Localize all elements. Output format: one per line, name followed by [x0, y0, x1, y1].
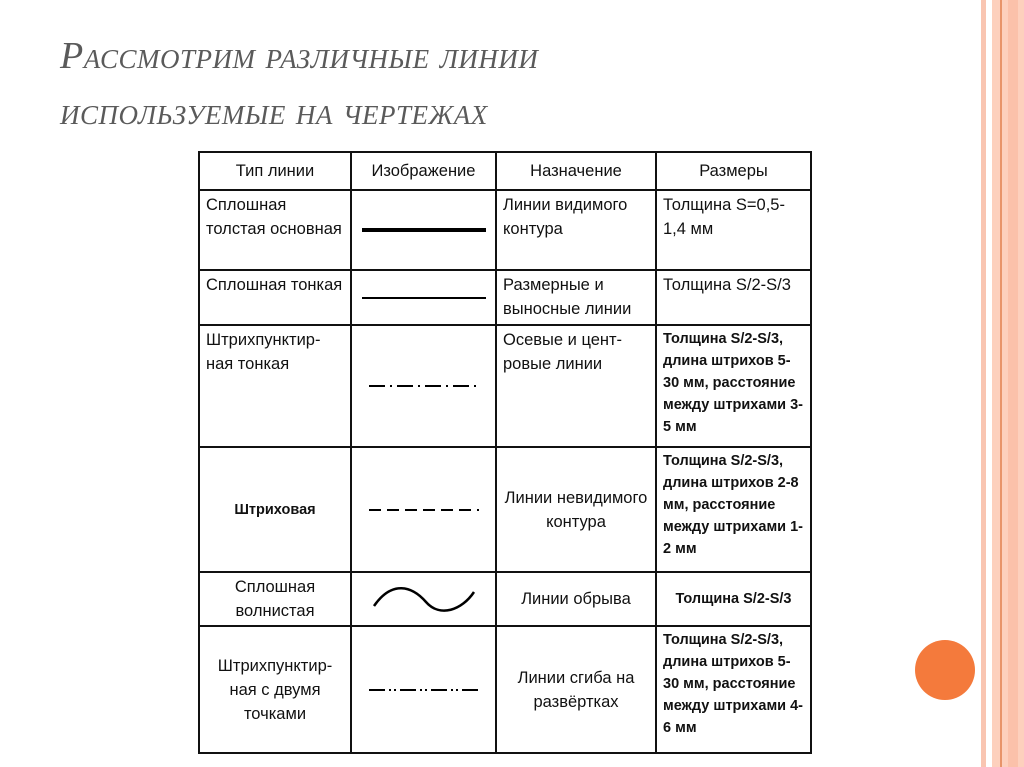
purpose-cell: Линии обрыва	[496, 572, 656, 626]
lines-table	[198, 151, 812, 754]
purpose-cell: Осевые и цент-ровые линии	[496, 325, 656, 447]
table-row	[199, 447, 811, 572]
type-cell: Штриховая	[199, 447, 351, 572]
table-header-row	[199, 152, 811, 190]
size-cell: Толщина S/2-S/3, длина штрихов 5-30 мм, расстояние между штрихами 3-5 мм	[656, 325, 811, 447]
title-line-1: Рассмотрим различные линии	[60, 35, 539, 77]
line-image-cell	[351, 447, 496, 572]
solid-thin-line	[362, 295, 486, 301]
line-image-cell	[351, 572, 496, 626]
solid-thick-line	[362, 225, 486, 235]
table-row	[199, 626, 811, 753]
title-line-2: используемые на чертежах	[60, 91, 488, 133]
header-cell: Изображение	[351, 152, 496, 190]
type-cell: Сплошная волнистая	[199, 572, 351, 626]
dash-dot-line	[369, 383, 479, 389]
line-image-cell	[351, 190, 496, 270]
type-cell: Штрихпунктир-ная с двумя точками	[199, 626, 351, 753]
table-row	[199, 325, 811, 447]
type-cell: Штрихпунктир-ная тонкая	[199, 325, 351, 447]
type-cell: Сплошная тонкая	[199, 270, 351, 325]
purpose-cell: Линии невидимого контура	[496, 447, 656, 572]
table-row	[199, 190, 811, 270]
size-cell: Толщина S/2-S/3, длина штрихов 2-8 мм, расстояние между штрихами 1-2 мм	[656, 447, 811, 572]
line-image-cell	[351, 325, 496, 447]
size-cell: Толщина S/2-S/3	[656, 572, 811, 626]
size-cell: Толщина S=0,5-1,4 мм	[656, 190, 811, 270]
size-cell: Толщина S/2-S/3, длина штрихов 5-30 мм, расстояние между штрихами 4-6 мм	[656, 626, 811, 753]
decor-band-inner	[1008, 0, 1018, 767]
slide-title	[60, 28, 538, 140]
type-cell: Сплошная толстая основная	[199, 190, 351, 270]
dashed-line	[369, 507, 479, 513]
line-image-cell	[351, 626, 496, 753]
decor-line	[1000, 0, 1002, 767]
purpose-cell: Линии видимого контура	[496, 190, 656, 270]
purpose-cell: Линии сгиба на развёртках	[496, 626, 656, 753]
table-row	[199, 572, 811, 626]
decor-circle	[915, 640, 975, 700]
dash-dot-dot-line	[369, 687, 479, 693]
header-cell: Размеры	[656, 152, 811, 190]
size-cell: Толщина S/2-S/3	[656, 270, 811, 325]
header-cell: Назначение	[496, 152, 656, 190]
purpose-cell: Размерные и выносные линии	[496, 270, 656, 325]
table-row	[199, 270, 811, 325]
decor-stripe	[981, 0, 986, 767]
line-image-cell	[351, 270, 496, 325]
wavy-line	[372, 584, 476, 614]
header-cell: Тип линии	[199, 152, 351, 190]
